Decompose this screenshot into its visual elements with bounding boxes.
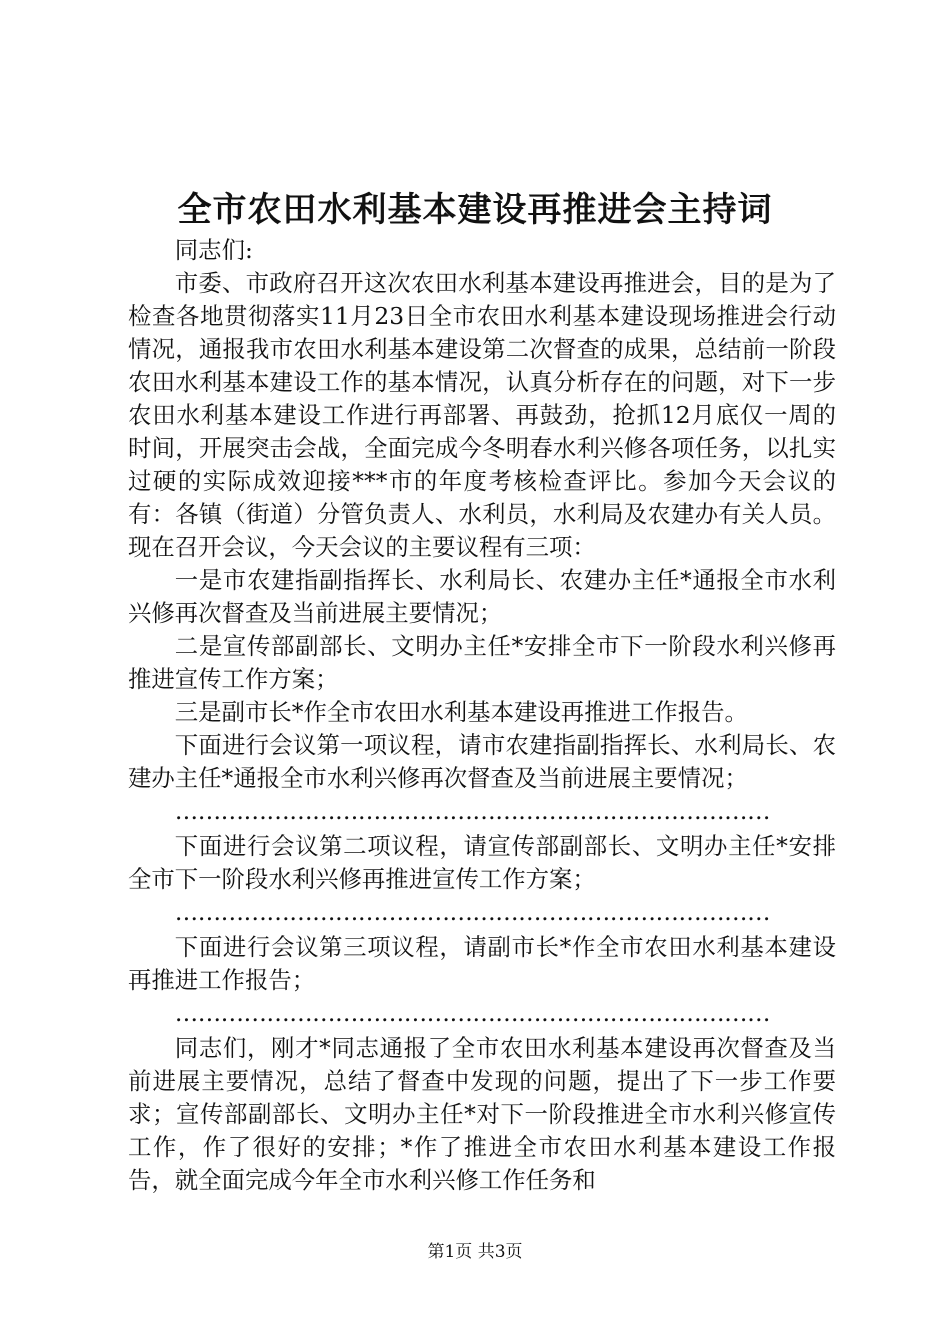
agenda-item-3: 三是副市长*作全市农田水利基本建设再推进工作报告。	[174, 698, 748, 726]
ellipsis-divider: ……………………………………………………………………	[174, 999, 770, 1027]
paragraph-summary: 同志们，刚才*同志通报了全市农田水利基本建设再次督查及当前进展主要情况，总结了督查中发现的问题，提出了下一步工作要求；宣传部副部长、文明办主任*对下一阶段推进全市水利兴修宣传工作，作了很好的安排；*作了推进全市农田水利基本建设工作报告，就全面完成今年全市水利兴修工作任务和	[128, 1034, 836, 1194]
document-body	[128, 234, 836, 1197]
salutation: 同志们:	[174, 236, 253, 264]
page-number: 第1页 共3页	[427, 1242, 523, 1262]
ellipsis-divider: ……………………………………………………………………	[174, 797, 770, 825]
agenda-item-1: 一是市农建指副指挥长、水利局长、农建办主任*通报全市水利兴修再次督查及当前进展主要情况；	[128, 566, 836, 627]
document-title: 全市农田水利基本建设再推进会主持词	[177, 190, 773, 230]
paragraph-agenda-three: 下面进行会议第三项议程，请副市长*作全市农田水利基本建设再推进工作报告；	[128, 933, 836, 994]
paragraph-intro: 市委、市政府召开这次农田水利基本建设再推进会，目的是为了检查各地贯彻落实11月23日全市农田水利基本建设现场推进会行动情况，通报我市农田水利基本建设第二次督查的成果，总结前一阶段农田水利基本建设工作的基本情况，认真分析存在的问题，对下一步农田水利基本建设工作进行再部署、再鼓劲，抢抓12月底仅一周的时间，开展突击会战，全面完成今冬明春水利兴修各项任务，以扎实过硬的实际成效迎接***市的年度考核检查评比。参加今天会议的有：各镇（街道）分管负责人、水利员，水利局及农建办有关人员。现在召开会议，今天会议的主要议程有三项：	[128, 269, 836, 561]
ellipsis-divider: ……………………………………………………………………	[174, 898, 770, 926]
paragraph-agenda-two: 下面进行会议第二项议程，请宣传部副部长、文明办主任*安排全市下一阶段水利兴修再推进宣传工作方案；	[128, 832, 836, 893]
agenda-item-2: 二是宣传部副部长、文明办主任*安排全市下一阶段水利兴修再推进宣传工作方案；	[128, 632, 836, 693]
paragraph-agenda-one: 下面进行会议第一项议程，请市农建指副指挥长、水利局长、农建办主任*通报全市水利兴修再次督查及当前进展主要情况；	[128, 731, 836, 792]
